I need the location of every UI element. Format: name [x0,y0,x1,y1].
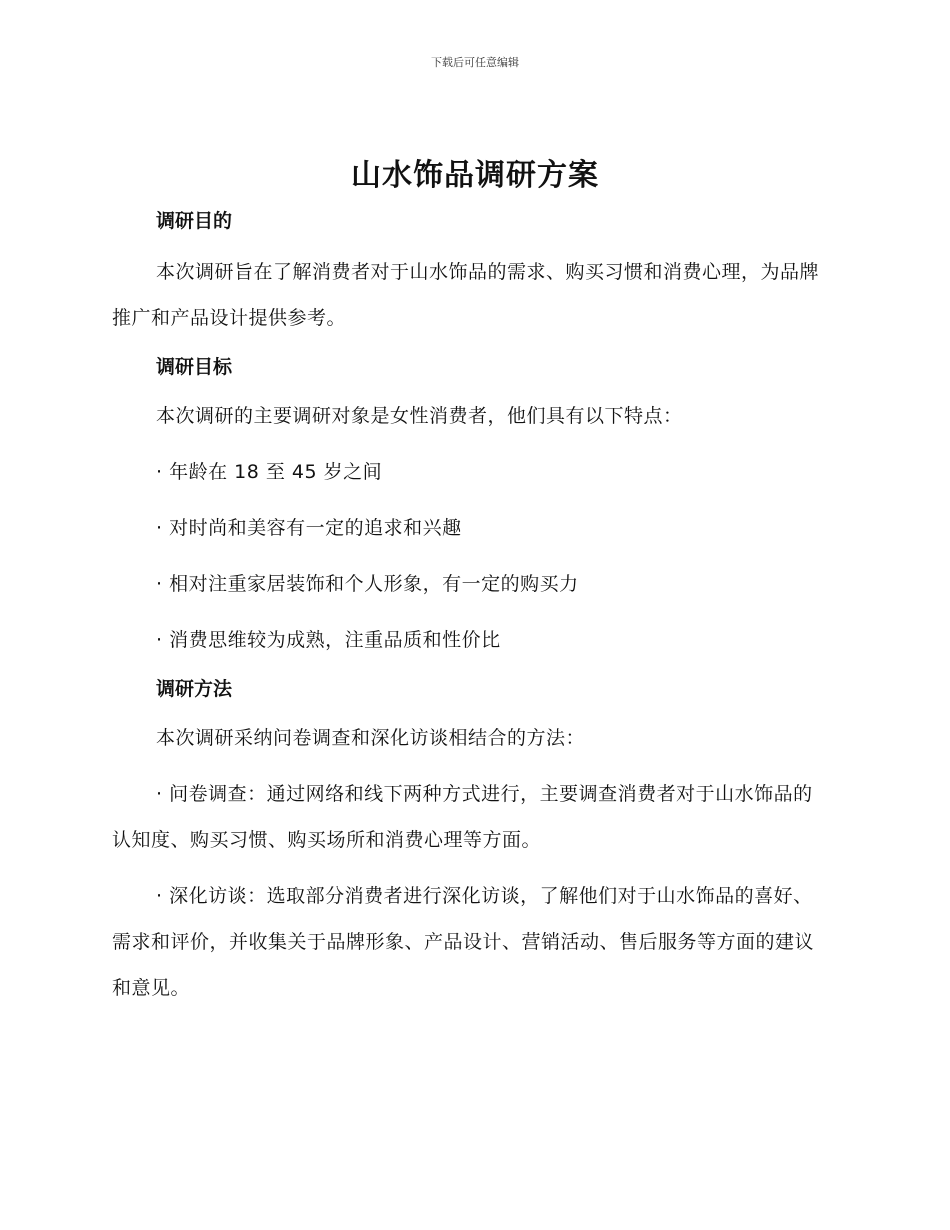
list-item: · 年龄在 18 至 45 岁之间 [156,461,383,483]
paragraph: 本次调研采纳问卷调查和深化访谈相结合的方法： [156,727,586,749]
section-heading-method: 调研方法 [156,678,233,700]
list-item: · 对时尚和美容有一定的追求和兴趣 [156,517,462,539]
section-heading-purpose: 调研目的 [156,210,233,232]
list-item: · 问卷调查：通过网络和线下两种方式进行，主要调查消费者对于山水饰品的认知度、购买习惯、购买场所和消费心理等方面。 [112,783,813,851]
list-item: · 消费思维较为成熟，注重品质和性价比 [156,629,501,651]
document-body [112,205,832,1011]
list-item: · 深化访谈：选取部分消费者进行深化访谈，了解他们对于山水饰品的喜好、需求和评价，并收集关于品牌形象、产品设计、营销活动、售后服务等方面的建议和意见。 [112,885,815,999]
paragraph: 本次调研的主要调研对象是女性消费者，他们具有以下特点： [156,405,683,427]
document-title: 山水饰品调研方案 [351,158,599,193]
section-purpose [112,205,832,341]
list-item: · 相对注重家居装饰和个人形象，有一定的购买力 [156,573,579,595]
page-header-note: 下载后可任意编辑 [431,56,519,69]
section-method [112,673,832,1011]
section-target [112,351,832,663]
paragraph: 本次调研旨在了解消费者对于山水饰品的需求、购买习惯和消费心理，为品牌推广和产品设计提供参考。 [112,261,820,329]
section-heading-target: 调研目标 [156,356,233,378]
